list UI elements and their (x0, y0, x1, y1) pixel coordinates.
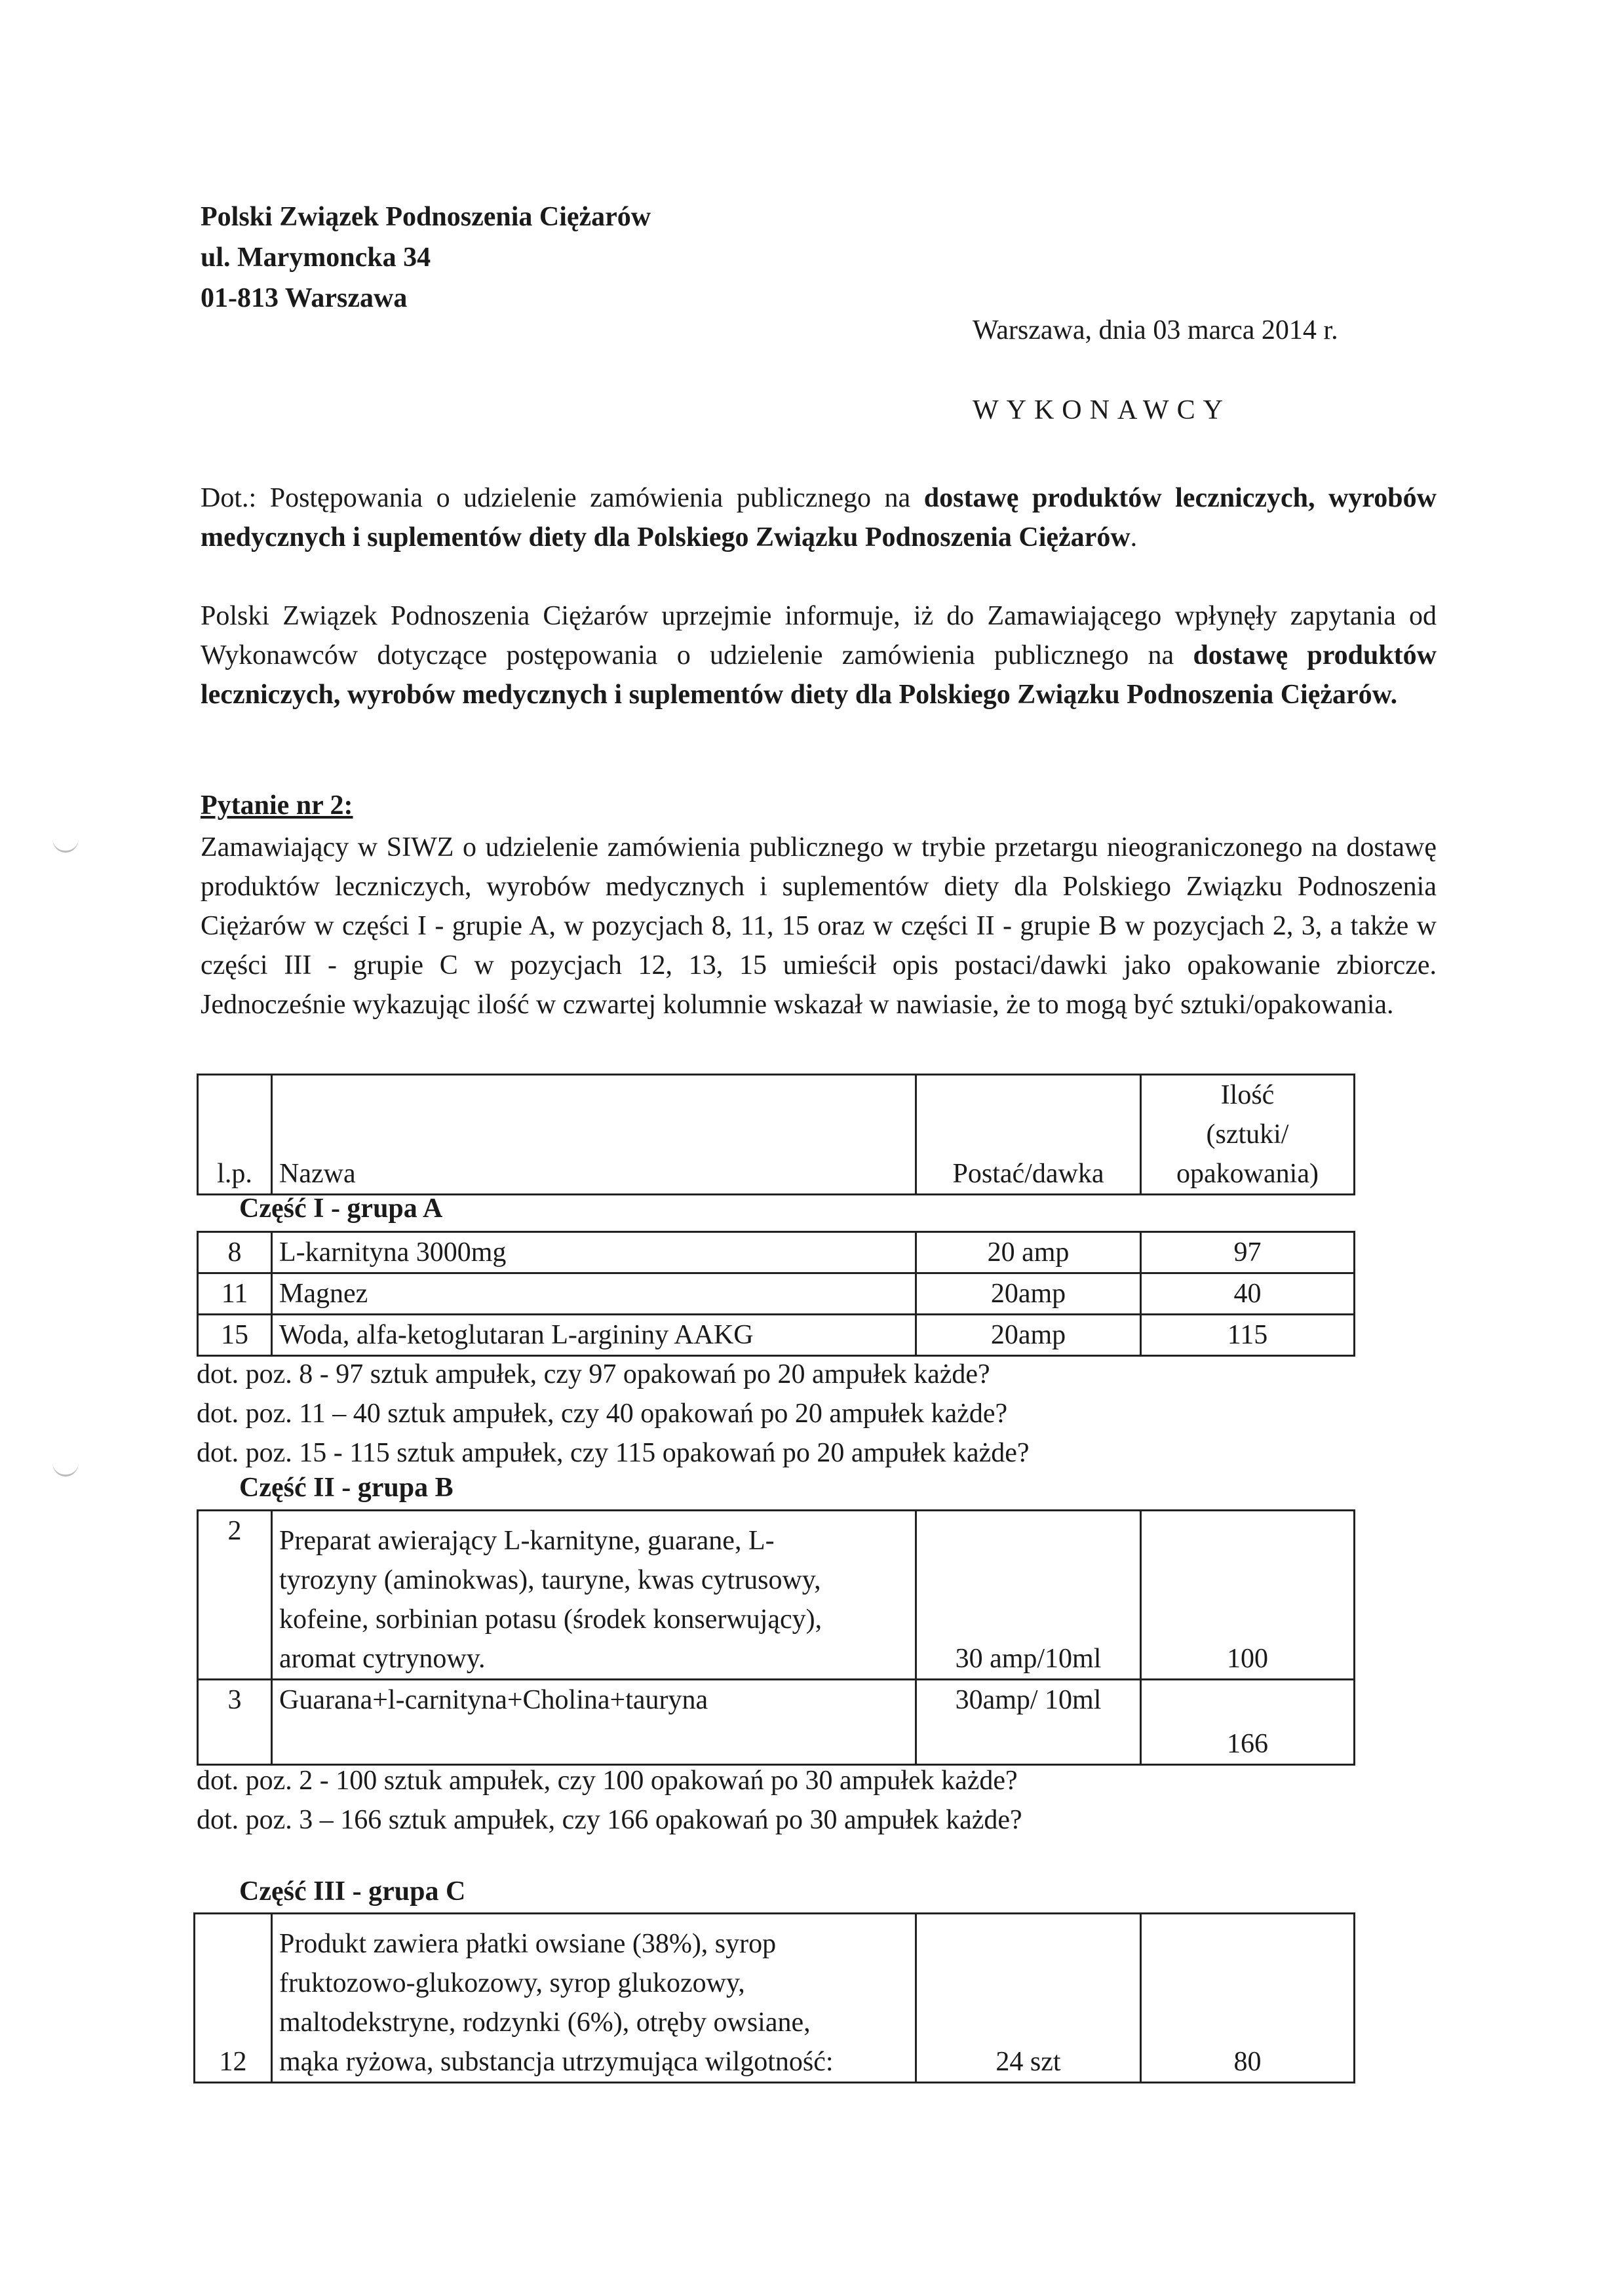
header-table (197, 1074, 1355, 1195)
letter-date: Warszawa, dnia 03 marca 2014 r. (973, 315, 1338, 345)
header-postac: Postać/dawka (916, 1075, 1141, 1195)
header-ilosc-line: opakowania) (1176, 1159, 1319, 1189)
cell-postac: 30 amp/10ml (916, 1511, 1141, 1680)
table-row (198, 1315, 1355, 1356)
table-row (198, 1273, 1355, 1315)
recipient: WYKONAWCY (973, 395, 1231, 425)
cell-nazwa: L-karnityna 3000mg (272, 1232, 916, 1273)
group-a-title: Część I - grupa A (239, 1193, 443, 1224)
cell-postac: 20 amp (916, 1232, 1141, 1273)
note-line: dot. poz. 3 – 166 sztuk ampułek, czy 166 opakowań po 30 ampułek każde? (197, 1805, 1022, 1835)
note-line: dot. poz. 11 – 40 sztuk ampułek, czy 40 opakowań po 20 ampułek każde? (197, 1399, 1008, 1429)
cell-ilosc: 80 (1141, 1914, 1355, 2083)
table-row (198, 1511, 1355, 1680)
intro-paragraph (201, 596, 1437, 714)
sender-name: Polski Związek Podnoszenia Ciężarów (201, 202, 651, 232)
cell-ilosc: 40 (1141, 1273, 1355, 1315)
cell-postac: 24 szt (916, 1914, 1141, 2083)
sender-address (201, 197, 651, 319)
cell-ilosc: 100 (1141, 1511, 1355, 1680)
subject-bold: dostawę produktów leczniczych, wyrobów medycznych i suplementów diety dla Polskiego Związku Podnoszenia Ciężarów (201, 483, 1437, 552)
group-b-title: Część II - grupa B (239, 1473, 454, 1503)
table-row (198, 1680, 1355, 1765)
cell-ilosc: 115 (1141, 1315, 1355, 1356)
header-nazwa: Nazwa (272, 1075, 916, 1195)
group-b-notes (197, 1761, 1022, 1840)
subject-suffix: . (1130, 522, 1138, 552)
note-line: dot. poz. 8 - 97 sztuk ampułek, czy 97 opakowań po 20 ampułek każde? (197, 1359, 990, 1389)
intro-text: Polski Związek Podnoszenia Ciężarów uprzejmie informuje, iż do Zamawiającego wpłynęły zapytania od Wykonawców dotyczące postępowania o udzielenie zamówienia publicznego na (201, 601, 1437, 670)
table-row (195, 1914, 1355, 2083)
cell-lp: 2 (198, 1511, 272, 1680)
group-b-table (197, 1509, 1355, 1766)
header-lp: l.p. (198, 1075, 272, 1195)
punch-hole-mark (52, 1448, 79, 1477)
question-title: Pytanie nr 2: (201, 790, 353, 821)
cell-nazwa: Guarana+l-carnityna+Cholina+tauryna (272, 1680, 916, 1765)
cell-lp: 11 (198, 1273, 272, 1315)
cell-lp: 15 (198, 1315, 272, 1356)
cell-nazwa-line: mąka ryżowa, substancja utrzymująca wilgotność: (279, 2047, 834, 2077)
table-row (198, 1232, 1355, 1273)
note-line: dot. poz. 15 - 115 sztuk ampułek, czy 115 opakowań po 20 ampułek każde? (197, 1438, 1030, 1468)
cell-nazwa-line: aromat cytrynowy. (279, 1644, 486, 1674)
sender-street: ul. Marymoncka 34 (201, 242, 431, 273)
header-ilosc-line: (sztuki/ (1206, 1119, 1289, 1150)
intro-bold: dostawę produktów leczniczych, wyrobów medycznych i suplementów diety dla Polskiego Związku Podnoszenia Ciężarów. (201, 640, 1437, 710)
cell-lp: 3 (198, 1680, 272, 1765)
punch-hole-mark (52, 824, 79, 853)
cell-nazwa-line: kofeine, sorbinian potasu (środek konserwujący), (279, 1604, 822, 1635)
group-a-notes (197, 1355, 1030, 1473)
sender-city: 01-813 Warszawa (201, 283, 408, 313)
note-line: dot. poz. 2 - 100 sztuk ampułek, czy 100 opakowań po 30 ampułek każde? (197, 1766, 1018, 1796)
cell-nazwa-line: maltodekstryne, rodzynki (6%), otręby owsiane, (279, 2007, 811, 2038)
cell-nazwa (272, 1511, 916, 1680)
cell-ilosc: 97 (1141, 1232, 1355, 1273)
cell-lp: 12 (195, 1914, 272, 2083)
header-ilosc-line: Ilość (1220, 1080, 1275, 1110)
cell-postac: 20amp (916, 1315, 1141, 1356)
cell-nazwa-line: Produkt zawiera płatki owsiane (38%), syrop (279, 1929, 777, 1959)
header-ilosc (1141, 1075, 1355, 1195)
group-c-table (193, 1912, 1355, 2083)
cell-nazwa: Woda, alfa-ketoglutaran L-argininy AAKG (272, 1315, 916, 1356)
cell-nazwa-line: Preparat awierający L-karnityne, guarane, L- (279, 1526, 775, 1556)
subject-paragraph (201, 478, 1437, 557)
cell-nazwa: Magnez (272, 1273, 916, 1315)
cell-nazwa-line: tyrozyny (aminokwas), tauryne, kwas cytrusowy, (279, 1565, 821, 1595)
cell-ilosc: 166 (1141, 1680, 1355, 1765)
group-a-table (197, 1231, 1355, 1357)
cell-nazwa (272, 1914, 916, 2083)
cell-lp: 8 (198, 1232, 272, 1273)
question-body: Zamawiający w SIWZ o udzielenie zamówienia publicznego w trybie przetargu nieograniczonego na dostawę produktów leczniczych, wyrobów medycznych i suplementów diety dla Polskiego Związku Podnoszenia Ciężarów w części I - grupie A, w pozycjach 8, 11, 15 oraz w części II - grupie B w pozycjach 2, 3, a także w części III - grupie C w pozycjach 12, 13, 15 umieścił opis postaci/dawki jako opakowanie zbiorcze. Jednocześnie wykazując ilość w czwartej kolumnie wskazał w nawiasie, że to mogą być sztuki/opakowania. (201, 832, 1437, 1020)
subject-prefix: Dot.: Postępowania o udzielenie zamówienia publicznego na (201, 483, 924, 513)
cell-postac: 30amp/ 10ml (916, 1680, 1141, 1765)
cell-nazwa-line: fruktozowo-glukozowy, syrop glukozowy, (279, 1968, 745, 1998)
cell-postac: 20amp (916, 1273, 1141, 1315)
group-c-title: Część III - grupa C (239, 1876, 466, 1907)
